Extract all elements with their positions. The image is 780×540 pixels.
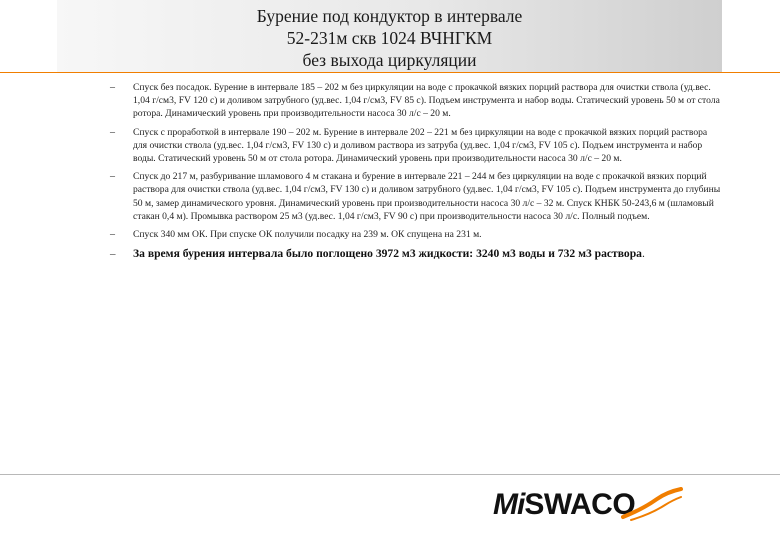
bullet-marker: –: [110, 229, 115, 241]
bullet-text: Спуск без посадок. Бурение в интервале 185 – 202 м без циркуляции на воде с прокачкой вязких порций раствора для очистки ствола (уд.вес. 1,04 г/см3, FV 120 с) и доливом затрубного (уд.вес. 1,04 г/см3, FV 85 с). Подъем инструмента и набор воды. Статический уровень 50 м от стола ротора. Динамический уровень при производительности насоса 30 л/с – 20 м.: [133, 82, 720, 120]
slide-title: [57, 5, 722, 71]
footer-divider: [0, 474, 780, 475]
bullet-marker: –: [110, 82, 115, 93]
summary-tail: .: [641, 247, 645, 261]
bullet-marker: –: [110, 126, 115, 138]
list-item: [110, 81, 722, 121]
bullet-text: Спуск до 217 м, разбуривание шламового 4 м стакана и бурение в интервале 221 – 244 м без циркуляции на воде с прокачкой вязких порций раствора для очистки ствола (уд.вес. 1,04 г/см3, FV 130 с) и доливом затрубного (уд.вес. 1,04 г/см3, FV 105 с). Подъем инструмента до глубины 50 м, замер динамического уровня. Динамический уровень при производительности насоса 30 л/с – 32 м. Спуск КНБК 50-243,6 м (шламовый стакан 0,4 м). Промывка раствором 25 м3 (уд.вес. 1,04 г/см3, FV 90 с) при производительности насоса 30 л/с. Полный подъем.: [133, 171, 721, 222]
summary-item: [110, 246, 722, 262]
bullet-text: Спуск 340 мм ОК. При спуске ОК получили посадку на 239 м. ОК спущена на 231 м.: [133, 229, 482, 241]
logo-mi-text: Mi: [493, 488, 525, 521]
logo-swoosh-icon: [621, 487, 683, 523]
summary-bold-text: За время бурения интервала было поглощено 3972 м3 жидкости: 3240 м3 воды и 732 м3 раствора: [133, 247, 642, 261]
list-item: [110, 170, 722, 223]
title-line-3: без выхода циркуляции: [302, 50, 477, 70]
title-line-2: 52-231м скв 1024 ВЧНГКМ: [286, 28, 493, 48]
logo-swaco-text: SWACO: [524, 488, 636, 521]
bullet-marker: –: [110, 171, 115, 183]
bullet-text: Спуск с проработкой в интервале 190 – 202 м. Бурение в интервале 202 – 221 м без циркуляции на воде с прокачкой вязких порций раствора для очистки ствола (уд.вес. 1,04 г/см3, FV 130 с) и доливом раствора из затруба (уд.вес. 1,04 г/см3, FV 105 с). Подъем инструмента и набор воды. Статический уровень 50 м от стола ротора. Динамический уровень при производительности насоса 30 л/с – 20 м.: [133, 126, 708, 165]
list-item: [110, 228, 722, 241]
summary-text: [133, 246, 722, 262]
bullet-list: [110, 81, 722, 267]
list-item: [110, 126, 722, 166]
bullet-marker: –: [110, 248, 116, 261]
mi-swaco-logo: [493, 487, 683, 523]
title-line-1: Бурение под кондуктор в интервале: [256, 6, 523, 26]
title-underline: [0, 72, 780, 73]
